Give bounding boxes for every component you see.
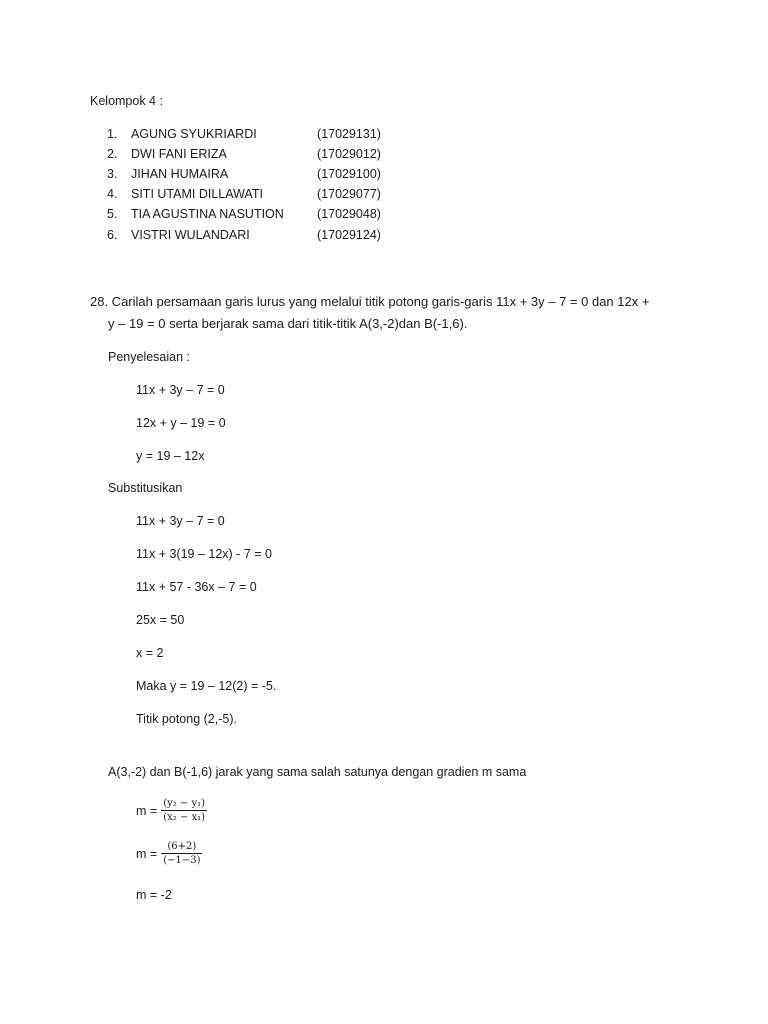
member-name: VISTRI WULANDARI [131, 228, 250, 242]
gradient-values-numerator: (6+2) [167, 841, 197, 852]
substitution-step-5: x = 2 [136, 646, 164, 660]
gradient-formula-numerator: (y₂ − y₁) [163, 798, 206, 809]
member-number: 6. [107, 228, 118, 242]
substitution-step-2: 11x + 3(19 – 12x) - 7 = 0 [136, 547, 272, 561]
member-name: DWI FANI ERIZA [131, 147, 227, 161]
question-line-1: 28. Carilah persamaan garis lurus yang melalui titik potong garis-garis 11x + 3y – 7 = 0 dan 12x + [90, 294, 650, 309]
member-number: 2. [107, 147, 118, 161]
substitution-step-7: Titik potong (2,-5). [136, 712, 237, 726]
member-name: SITI UTAMI DILLAWATI [131, 187, 263, 201]
equation-3: y = 19 – 12x [136, 449, 205, 463]
member-name: TIA AGUSTINA NASUTION [131, 207, 284, 221]
gradient-result: m = -2 [136, 888, 172, 902]
gradient-values [136, 840, 202, 867]
substitution-step-1: 11x + 3y – 7 = 0 [136, 514, 225, 528]
member-id: (17029124) [317, 228, 381, 242]
gradient-values-denominator: (−1−3) [163, 855, 201, 866]
gradient-formula-prefix: m = [136, 803, 158, 818]
gradient-values-prefix: m = [136, 846, 158, 861]
member-id: (17029077) [317, 187, 381, 201]
substitution-heading: Substitusikan [108, 481, 183, 495]
member-number: 4. [107, 187, 118, 201]
group-title: Kelompok 4 : [90, 94, 163, 108]
question-line-2: y – 19 = 0 serta berjarak sama dari titik-titik A(3,-2)dan B(-1,6). [108, 316, 468, 331]
substitution-step-3: 11x + 57 - 36x – 7 = 0 [136, 580, 257, 594]
member-row [107, 167, 427, 185]
member-number: 5. [107, 207, 118, 221]
substitution-step-4: 25x = 50 [136, 613, 185, 627]
member-row [107, 147, 427, 165]
member-row [107, 187, 427, 205]
member-id: (17029100) [317, 167, 381, 181]
member-number: 1. [107, 127, 118, 141]
substitution-step-6: Maka y = 19 – 12(2) = -5. [136, 679, 277, 693]
equation-2: 12x + y – 19 = 0 [136, 416, 226, 430]
member-id: (17029048) [317, 207, 381, 221]
member-number: 3. [107, 167, 118, 181]
equation-1: 11x + 3y – 7 = 0 [136, 383, 225, 397]
member-name: JIHAN HUMAIRA [131, 167, 229, 181]
member-row [107, 127, 427, 145]
gradient-formula-denominator: (x₂ − x₁) [163, 812, 206, 823]
solution-heading: Penyelesaian : [108, 350, 191, 364]
member-name: AGUNG SYUKRIARDI [131, 127, 257, 141]
gradient-statement: A(3,-2) dan B(-1,6) jarak yang sama salah satunya dengan gradien m sama [108, 765, 527, 779]
member-id: (17029012) [317, 147, 381, 161]
member-row [107, 228, 427, 246]
gradient-formula [136, 797, 207, 824]
member-id: (17029131) [317, 127, 381, 141]
member-row [107, 207, 427, 225]
